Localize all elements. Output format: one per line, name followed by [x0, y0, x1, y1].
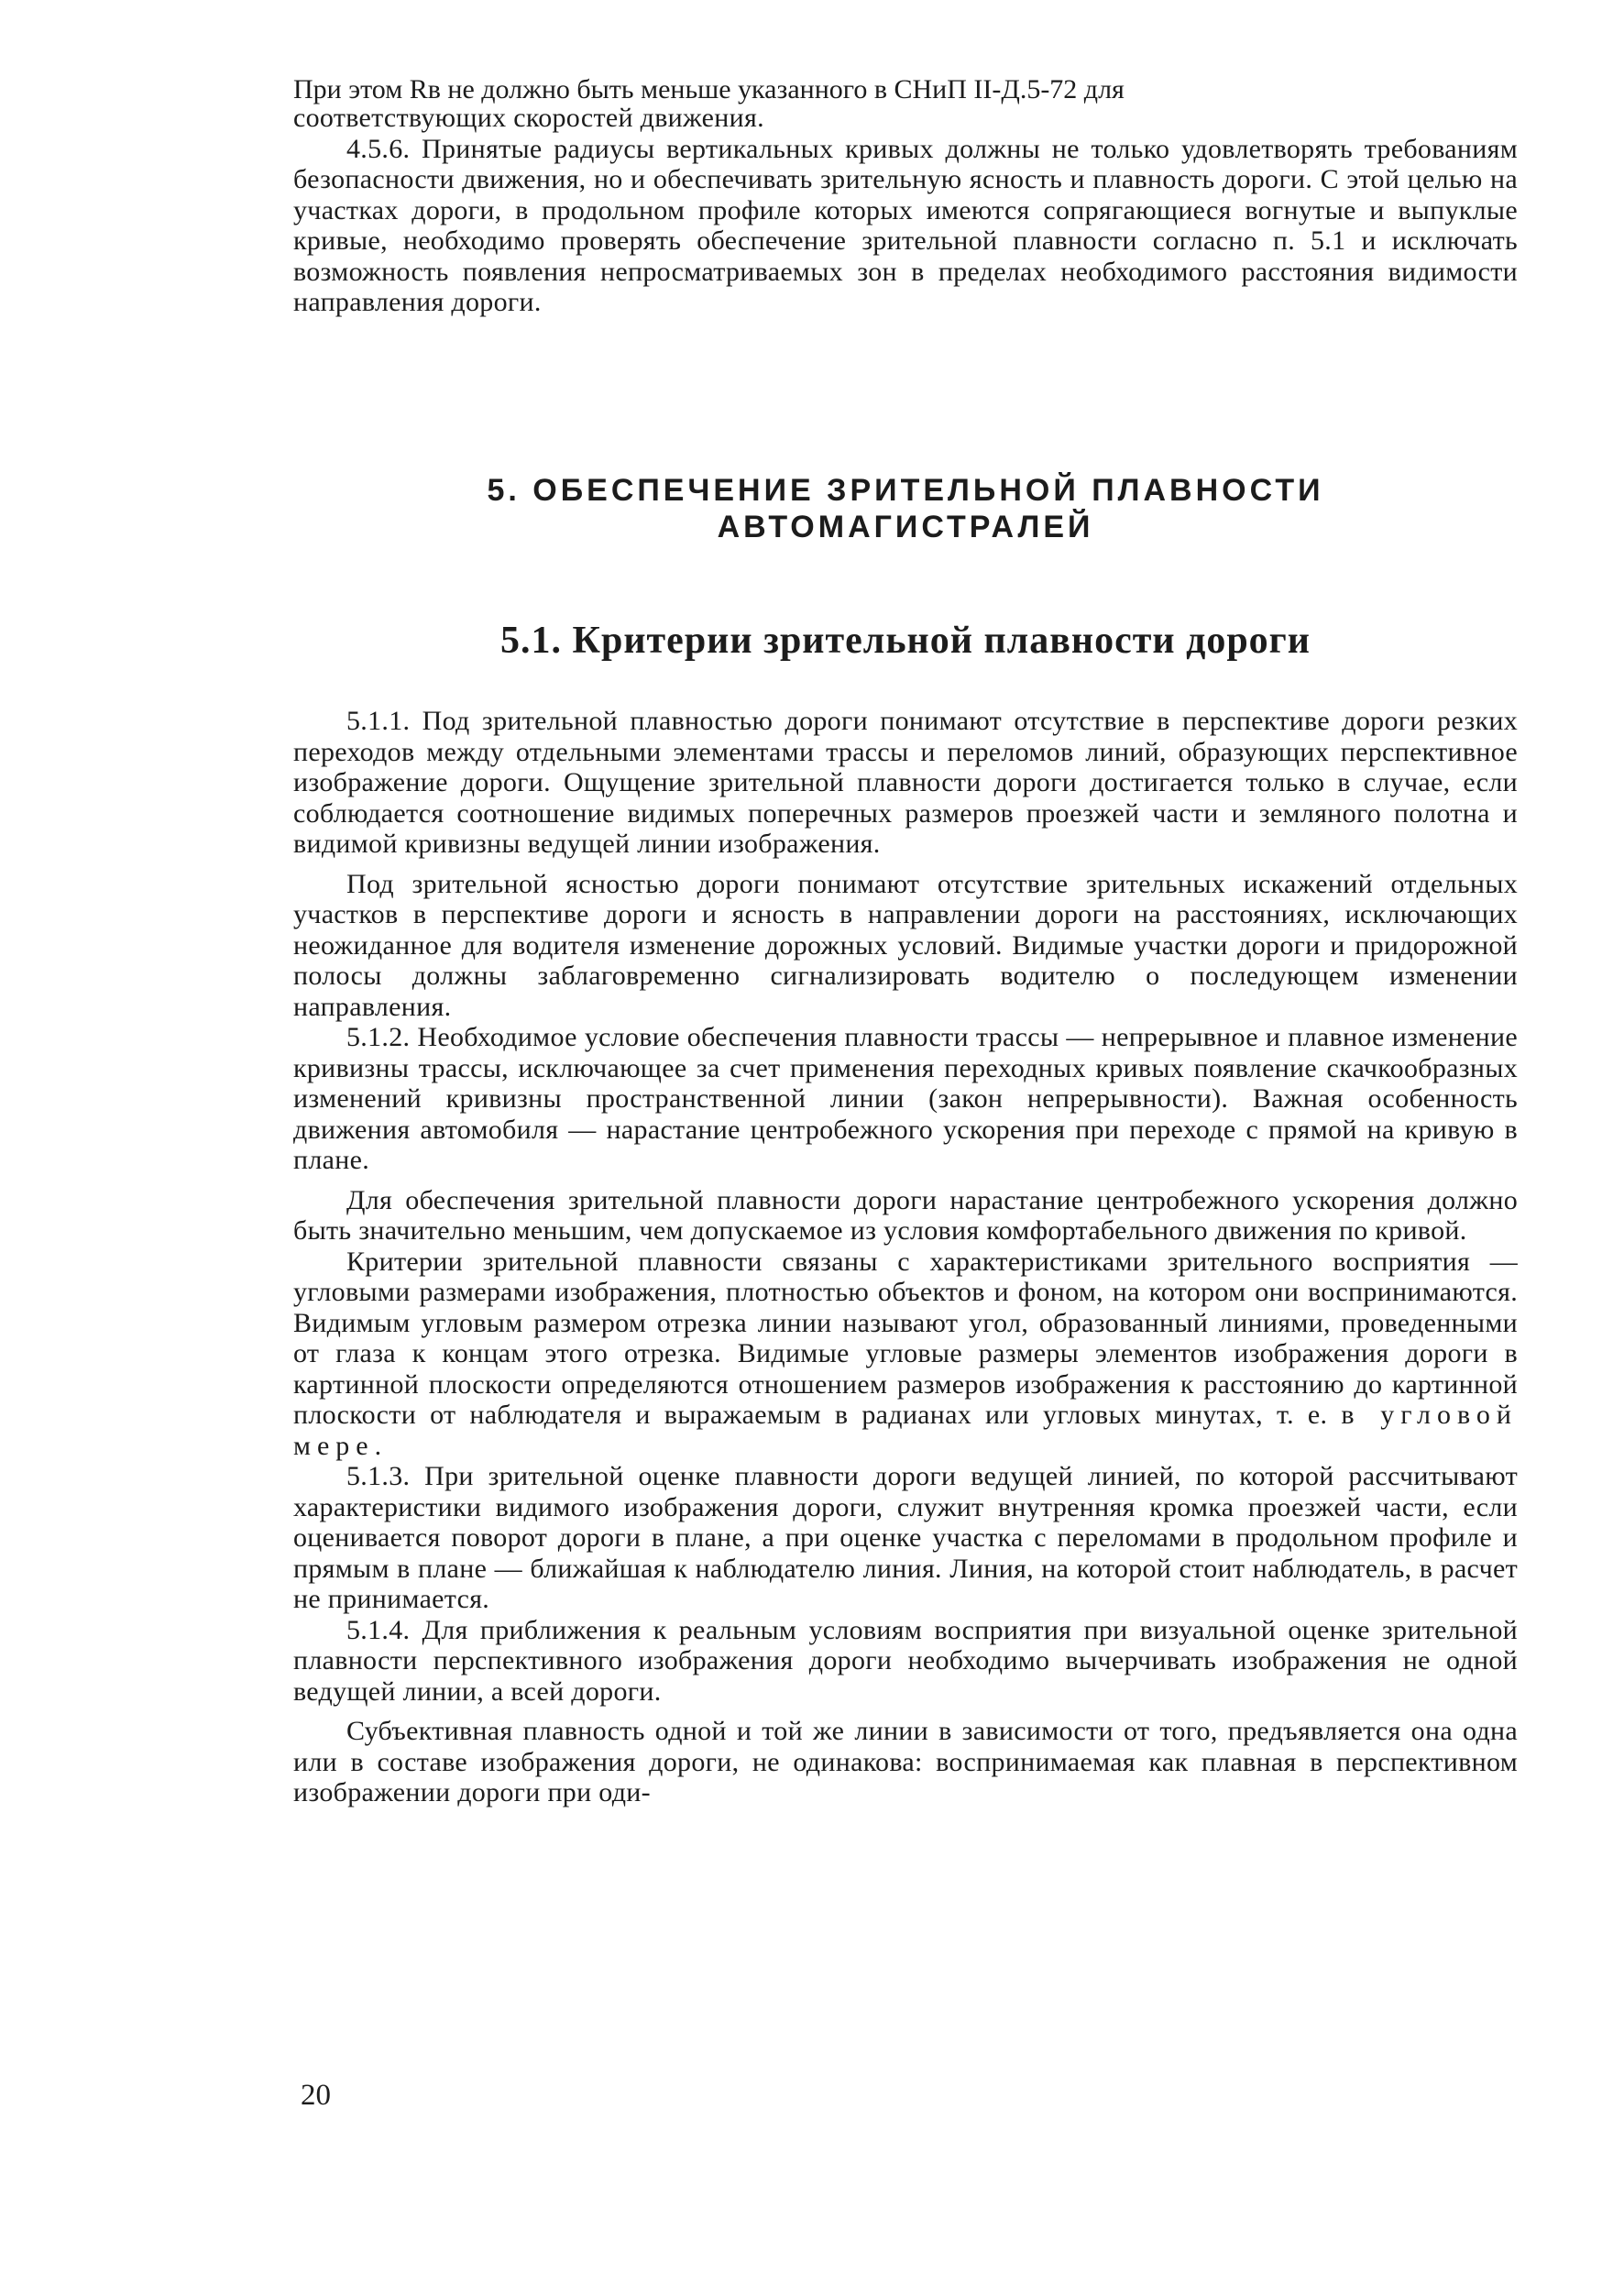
paragraph-4-5-6: 4.5.6. Принятые радиусы вертикальных кривых должны не только удовлетворять требованиям безопасности движения, но и обеспечивать зрительную ясность и плавность дороги. С этой целью на участках дороги, в продольном профиле которых имеются сопрягающиеся вогнутые и выпуклые кривые, необходимо проверять обеспечение зрительной плавности согласно п. 5.1 и исключать возможность появления непросматриваемых зон в пределах необходимого расстояния видимости направления дороги.	[293, 133, 1518, 317]
subsection-title: 5.1. Критерии зрительной плавности дороги	[500, 620, 1311, 662]
main-text-block	[293, 706, 1518, 1808]
subsection-heading	[293, 618, 1518, 664]
cut-off-line	[293, 73, 1518, 104]
paragraph-4-5-5-end: соответствующих скоростей движения.	[293, 103, 764, 133]
section-heading	[293, 472, 1518, 545]
section-title-line-1: 5. ОБЕСПЕЧЕНИЕ ЗРИТЕЛЬНОЙ ПЛАВНОСТИ	[487, 473, 1324, 508]
criteria-text: Критерии зрительной плавности связаны с характеристиками зрительного восприятия — угловыми размерами изображения, плотностью объектов и фоном, на котором они воспринимаются. Видимым угловым размером отрезка линии называют угол, образованный линиями, проведенными от глаза к концам этого отрезка. Видимые угловые размеры элементов изображения дороги в картинной плоскости определяются отношением размеров изображения к расстоянию до картинной плоскости от наблюдателя и выражаемым в радианах или угловых минутах, т. е.	[293, 1246, 1518, 1430]
paragraph-5-1-3: 5.1.3. При зрительной оценке плавности дороги ведущей линией, по которой рассчитывают характеристики видимого изображения дороги, служит внутренняя кромка проезжей части, если оценивается поворот дороги в плане, а при оценке участка с переломами в продольном профиле и прямым в плане — ближайшая к наблюдателю линия. Линия, на которой стоит наблюдатель, в расчет не принимается.	[293, 1461, 1518, 1614]
paragraph-5-1-4-subjective: Субъективная плавность одной и той же линии в зависимости от того, предъявляется она одна или в составе изображения дороги, не одинакова: воспринимаемая как плавная в перспективном изображении дороги при оди-	[293, 1716, 1518, 1807]
criteria-spaced-text: в угловой мере.	[293, 1400, 1518, 1461]
page-number: 20	[301, 2079, 331, 2112]
paragraph-5-1-2-acceleration: Для обеспечения зрительной плавности дороги нарастание центробежного ускорения должно быть значительно меньшим, чем допускаемое из условия комфортабельного движения по кривой.	[293, 1184, 1518, 1246]
paragraph-5-1-1-clarity: Под зрительной ясностью дороги понимают отсутствие зрительных искажений отдельных участков в перспективе дороги и ясность в направлении дороги на расстояниях, исключающих неожиданное для водителя изменение дорожных условий. Видимые участки дороги и придорожной полосы должны заблаговременно сигнализировать водителю о последующем изменении направления.	[293, 868, 1518, 1022]
paragraph-5-1-4: 5.1.4. Для приближения к реальным условиям восприятия при визуальной оценке зрительной плавности перспективного изображения дороги необходимо вычерчивать изображения не одной ведущей линии, а всей дороги.	[293, 1614, 1518, 1707]
top-text-block	[293, 73, 1518, 318]
paragraph-5-1-1: 5.1.1. Под зрительной плавностью дороги понимают отсутствие в перспективе дороги резких переходов между отдельными элементами трассы и переломов линий, образующих перспективное изображение дороги. Ощущение зрительной плавности дороги достигается только в случае, если соблюдается соотношение видимых поперечных размеров проезжей части и земляного полотна и видимой кривизны ведущей линии изображения.	[293, 706, 1518, 859]
paragraph-5-1-2: 5.1.2. Необходимое условие обеспечения плавности трассы — непрерывное и плавное изменение кривизны трассы, исключающее за счет применения переходных кривых появление скачкообразных изменений кривизны пространственной линии (закон непрерывности). Важная особенность движения автомобиля — нарастание центробежного ускорения при переходе с прямой на кривую в плане.	[293, 1022, 1518, 1175]
paragraph-5-1-2-criteria	[293, 1247, 1518, 1462]
cut-off-line-text: При этом Rв не должно быть меньше указанного в СНиП II-Д.5-72 для	[293, 73, 1125, 104]
section-title-line-2: АВТОМАГИСТРАЛЕЙ	[717, 510, 1094, 544]
